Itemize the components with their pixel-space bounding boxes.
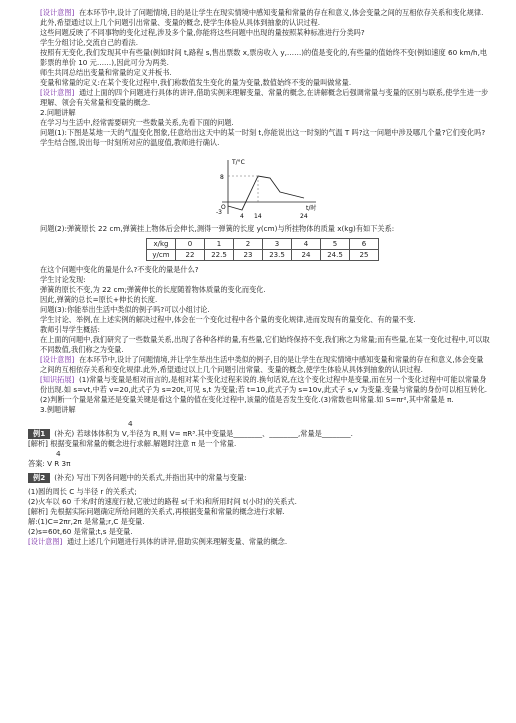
example-1-text: (补充) 若球体体积为 V,半径为 R,则 V= πR³.其中变量是________、________,常量是________. bbox=[54, 429, 353, 438]
section-heading: 3.例题讲解 bbox=[40, 405, 76, 414]
design-intent-tag: [设计意图] bbox=[40, 8, 75, 17]
fraction-numerator: 4 bbox=[128, 419, 133, 428]
example-2-item: (2)火车以 60 千米/时的速度行驶,它驶过的路程 s(千米)和所用时间 t(小时)的关系式. bbox=[28, 497, 297, 506]
knowledge-extension-tag: [知识拓展] bbox=[40, 375, 75, 384]
temperature-graph-svg bbox=[208, 152, 328, 222]
x-axis-label: t/时 bbox=[306, 205, 317, 212]
design-intent-paragraph bbox=[28, 88, 490, 108]
example-2-badge: 例2 bbox=[28, 473, 50, 483]
tick-label: 24 bbox=[300, 213, 308, 220]
design-intent-text: 通过上述几个问题进行具体的讲评,借助实例来理解变量、常量的概念. bbox=[66, 537, 288, 546]
table-cell: 2 bbox=[234, 239, 263, 250]
paragraph: 学生讨论、举例,在上述实例的解决过程中,体会在一个变化过程中各个量的变化规律,进而发现有的量变化、有的量不变. bbox=[40, 315, 416, 324]
section-heading: 2.问题讲解 bbox=[40, 108, 76, 117]
table-cell: 4 bbox=[292, 239, 321, 250]
tick-label: 4 bbox=[240, 213, 244, 220]
definition-paragraph: 变量和常量的定义:在某个变化过程中,我们称数值发生变化的量为变量,数值始终不变的量叫做常量. bbox=[40, 78, 352, 87]
paragraph: 弹簧的原长不变,为 22 cm;弹簧伸长的长度随着物体质量的变化而变化. bbox=[40, 285, 266, 294]
design-intent-text: 在本环节中,设计了问题情境,目的是让学生在现实情境中感知变量和常量的存在和意义,体会变量之间的互相依存关系和变化规律.此外,希望通过以上几个问题引出常量、变量的概念,使学生体验从具体到抽象的认识过程. bbox=[40, 8, 484, 27]
table-cell: 22 bbox=[176, 250, 205, 261]
knowledge-extension-text: (1)常量与变量是相对而言的,是相对某个变化过程来说的.换句话说,在这个变化过程中是变量,而在另一个变化过程中可能以常量身份出现.如 s=vt,中若 v=20,此式子为 s=20t,可见 s,t 为变量;若 t=10,此式子为 s=10v,此式子 s,v 为变量.变量与常量的身份可以相互转化.(2)判断一个量是常量还是变量关键是看这个量的值在变化过程中,该量的值是否发生变化.(3)常数也叫常量.如 S=πr²,其中常量是 π. bbox=[40, 375, 488, 404]
document-page bbox=[28, 8, 490, 547]
design-intent-tag: [设计意图] bbox=[28, 537, 63, 546]
paragraph: 学生分组讨论,交流自己的看法. bbox=[40, 38, 139, 47]
tick-label: 8 bbox=[220, 174, 224, 181]
example-1-question bbox=[28, 429, 490, 439]
design-intent-text: 在本环节中,设计了问题情境,并让学生举出生活中类似的例子,目的是让学生在现实情境中感知变量和常量的存在和意义,体会变量之间的互相依存关系和变化规律.此外,希望通过以上几个问题引出常量、变量的概念,使学生体验从具体到抽象的认识过程. bbox=[40, 355, 484, 374]
paragraph: 在这个问题中变化的量是什么?不变化的量是什么? bbox=[40, 265, 199, 274]
y-axis-label: T/°C bbox=[232, 159, 245, 166]
example-2-text: (补充) 写出下列各问题中的关系式,并指出其中的常量与变量: bbox=[54, 473, 247, 482]
temperature-curve bbox=[228, 176, 304, 210]
table-cell: 23 bbox=[234, 250, 263, 261]
example-2-question bbox=[28, 473, 490, 483]
table-cell: 0 bbox=[176, 239, 205, 250]
paragraph: 在上面的问题中,我们研究了一些数量关系,出现了各种各样的量,有些量,它们始终保持不变,我们称之为常量;而有些量,在某一变化过程中,可以取不同数值,我们称之为变量. bbox=[40, 335, 490, 354]
example-1-analysis: [解析] 根据变量和常量的概念进行求解.解题时注意 π 是一个常量. bbox=[28, 439, 237, 448]
design-intent-paragraph bbox=[28, 537, 490, 547]
temperature-graph bbox=[208, 152, 328, 222]
paragraph: 学生结合图,说出每一时刻所对应的温度值,教师进行确认. bbox=[40, 138, 220, 147]
design-intent-paragraph bbox=[28, 8, 490, 28]
paragraph: 教师引导学生概括: bbox=[40, 325, 100, 334]
table-cell: 24 bbox=[292, 250, 321, 261]
paragraph: 学生讨论发现: bbox=[40, 275, 86, 284]
design-intent-text: 通过上面的四个问题进行具体的讲评,借助实例来理解变量、常量的概念,在讲解概念后强调常量与变量的区别与联系,使学生进一步理解、领会有关常量和变量的概念. bbox=[40, 88, 489, 107]
paragraph: 因此,弹簧的总长=原长+伸长的长度. bbox=[40, 295, 158, 304]
table-cell: x/kg bbox=[147, 239, 176, 250]
design-intent-paragraph bbox=[28, 355, 490, 375]
spring-table bbox=[146, 238, 379, 261]
paragraph: 问题(1):下图是某地一天的气温变化图象,任意给出这天中的某一时刻 t,你能说出这一时刻的气温 T 吗?这一问题中涉及哪几个量?它们变化吗? bbox=[40, 128, 486, 137]
paragraph: 在学习与生活中,经常需要研究一些数量关系,先看下面的问题. bbox=[40, 118, 234, 127]
fraction-numerator: 4 bbox=[56, 449, 61, 458]
table-cell: 5 bbox=[321, 239, 350, 250]
paragraph: 这些问题反映了不同事物的变化过程,涉及多个量,你能将这些问题中出现的量按照某种标准进行分类吗? bbox=[40, 28, 365, 37]
paragraph: 按照有无变化,我们发现其中有些量(例如时间 t,路程 s,售出票数 x,票房收入 y,……)的值是变化的,有些量的值始终不变(例如速度 60 km/h,电影票的单价 10 元……),因此可分为两类. bbox=[40, 48, 488, 67]
design-intent-tag: [设计意图] bbox=[40, 355, 75, 364]
table-cell: 25 bbox=[350, 250, 379, 261]
tick-label: -3 bbox=[216, 209, 222, 216]
table-cell: 22.5 bbox=[205, 250, 234, 261]
paragraph: 问题(2):弹簧原长 22 cm,弹簧挂上物体后会伸长,测得一弹簧的长度 y(cm)与所挂物体的质量 x(kg)有如下关系: bbox=[40, 224, 395, 233]
example-1-answer: 答案: V R 3π bbox=[28, 459, 71, 468]
tick-label: 14 bbox=[254, 213, 262, 220]
table-cell: 6 bbox=[350, 239, 379, 250]
example-2-analysis: [解析] 先根据实际问题确定所给问题的关系式,再根据变量和常量的概念进行求解. bbox=[28, 507, 285, 516]
table-cell: 3 bbox=[263, 239, 292, 250]
design-intent-tag: [设计意图] bbox=[40, 88, 75, 97]
example-2-solution: (2)s=60t,60 是常量;t,s 是变量. bbox=[28, 527, 133, 536]
paragraph: 师生共同总结出变量和常量的定义并板书. bbox=[40, 68, 172, 77]
table-cell: 1 bbox=[205, 239, 234, 250]
origin-label: O bbox=[221, 204, 226, 211]
table-row bbox=[147, 239, 379, 250]
paragraph: 问题(3):你能举出生活中类似的例子吗?可以小组讨论. bbox=[40, 305, 210, 314]
example-2-solution: 解:(1)C=2πr,2π 是常量;r,C 是变量. bbox=[28, 517, 145, 526]
example-1-badge: 例1 bbox=[28, 429, 50, 439]
table-cell: 24.5 bbox=[321, 250, 350, 261]
knowledge-extension-paragraph bbox=[28, 375, 490, 405]
table-cell: 23.5 bbox=[263, 250, 292, 261]
table-cell: y/cm bbox=[147, 250, 176, 261]
example-2-item: (1)圆的周长 C 与半径 r 的关系式; bbox=[28, 487, 137, 496]
table-row bbox=[147, 250, 379, 261]
